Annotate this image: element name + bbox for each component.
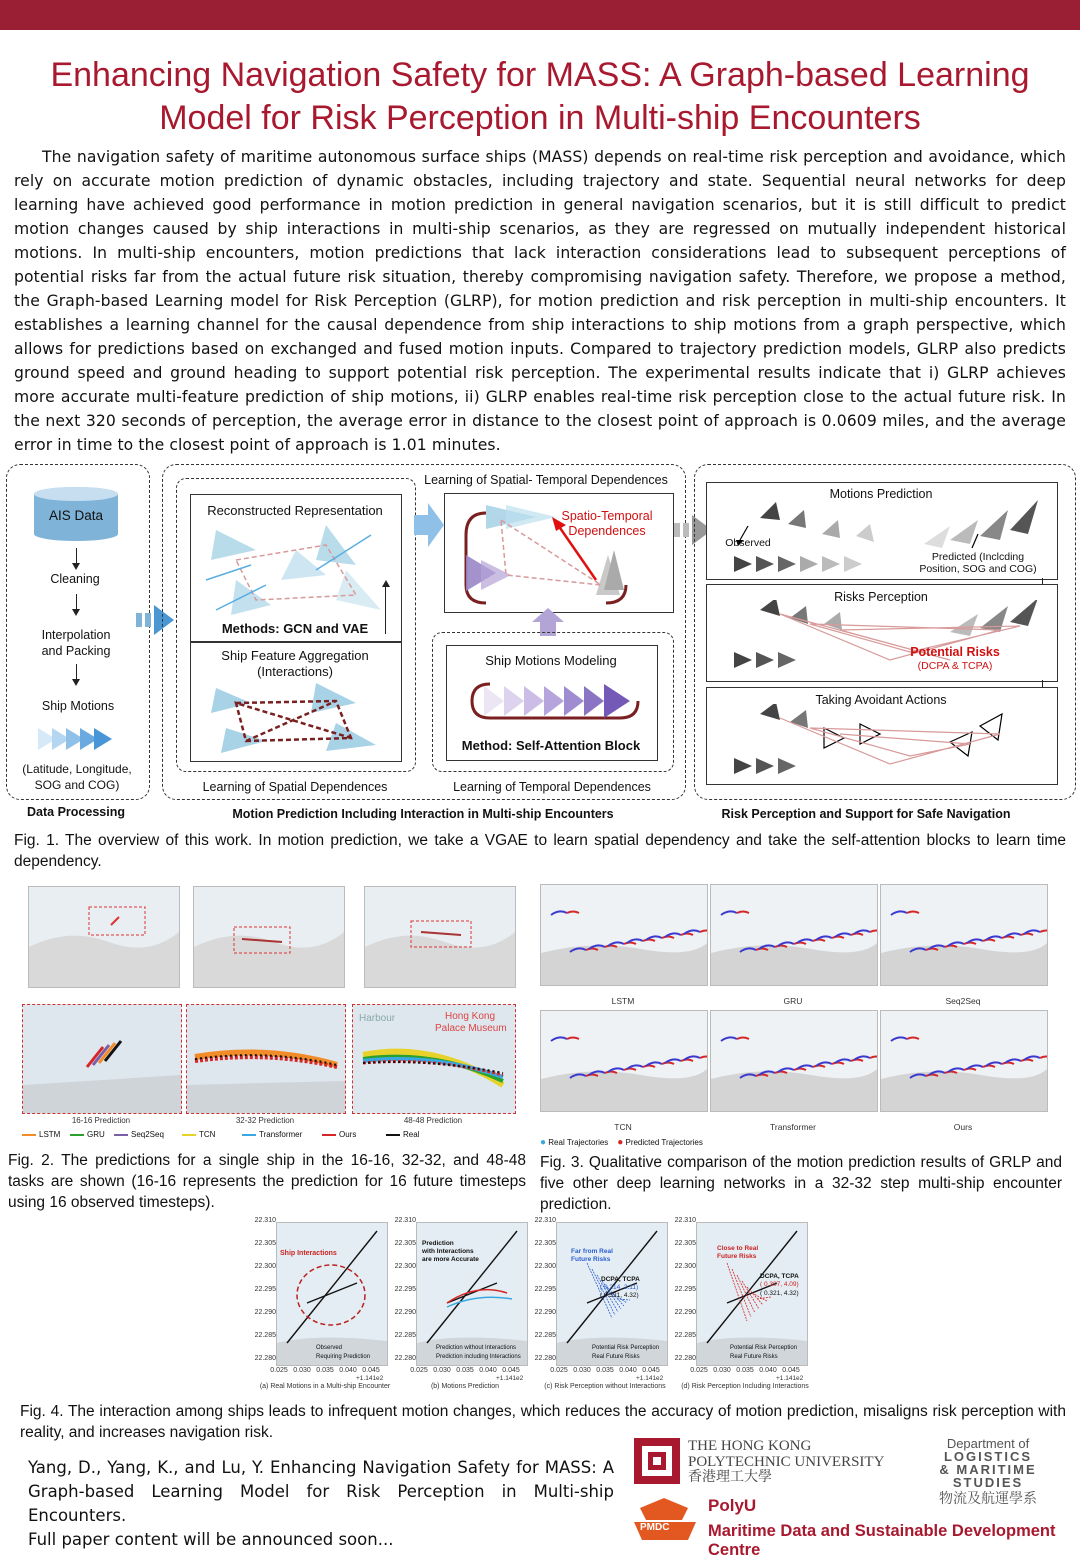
fig4-ytick: 22.310 bbox=[674, 1217, 696, 1224]
fig4-xtick: 0.040 bbox=[339, 1367, 357, 1374]
fig2-legend-item bbox=[70, 1130, 105, 1139]
spatio-temporal-label: Spatio-Temporal Dependences bbox=[561, 509, 653, 538]
fig4-panel-label: (c) Risk Perception without Interactions bbox=[544, 1383, 666, 1390]
fig4-ytick: 22.295 bbox=[394, 1286, 416, 1293]
title-line-2: Model for Risk Perception in Multi-ship Encounters bbox=[159, 99, 921, 137]
top-banner bbox=[0, 0, 1080, 30]
legend-label: LSTM bbox=[39, 1130, 61, 1139]
fig4-annotation: Real Future Risks bbox=[730, 1354, 778, 1360]
fig4-panel-label: (a) Real Motions in a Multi-ship Encounter bbox=[259, 1383, 391, 1390]
abstract: The navigation safety of maritime autonomous surface ships (MASS) depends on real-time risk perception and avoidance, which rely on accurate motion prediction of dynamic obstacles, including trajectory and state. Sequential neural networks for deep learning have achieved good performance in motion prediction in general navigation scenarios, but it is still difficult to predict motion changes caused by ship interactions in multi-ship scenarios, as they are regressed on mutually independent historical motions. In multi-ship encounters, motion predictions that lack interaction considerations lead to subsequent perceptions of potential risks far from the actual future risk situation, thereby compromising navigation safety. Therefore, we propose a method, the Graph-based Learning model for Risk Perception (GLRP), for motion prediction and risk perception in multi-ship encounters. It establishes a learning channel for the causal dependence from ship interactions to ship motions from a graph perspective, which allows for predictions based on exchanged and fused motion inputs. Compared to trajectory prediction models, GLRP also predicts ground speed and ground heading to support potential risk perception. The experimental results indicate that i) GLRP achieves more accurate multi-feature prediction of ship motions, ii) GLRP enables real-time risk perception close to the actual future risk. In the next 320 seconds of perception, the average error in distance to the closest point of approach is 0.0609 miles, and the average error in time to the closest point of approach is 1.01 minutes. bbox=[14, 148, 1066, 454]
fig3-panel bbox=[710, 1010, 878, 1112]
fig3-panel-label: Ours bbox=[953, 1122, 973, 1132]
legend-swatch bbox=[70, 1134, 84, 1136]
fig2-zoom-32 bbox=[186, 1004, 346, 1114]
fig4-annotation: Potential Risk Perception bbox=[730, 1345, 798, 1351]
fig4-xtick: 0.045 bbox=[782, 1367, 800, 1374]
flow-arrow-icon bbox=[414, 500, 444, 550]
dcpa-tcpa-label: (DCPA & TCPA) bbox=[917, 660, 993, 672]
fig4-annotation: Potential Risk Perception bbox=[592, 1345, 660, 1351]
fig3-panel bbox=[880, 884, 1048, 986]
legend-swatch bbox=[322, 1134, 336, 1136]
fig4-annotation: Future Risks bbox=[717, 1253, 757, 1260]
fig4-annotation: Far from Real bbox=[571, 1248, 613, 1255]
fig4-xtick: 0.025 bbox=[690, 1367, 708, 1374]
self-attention-icon bbox=[470, 676, 640, 726]
aggregation-graph-icon bbox=[196, 683, 392, 755]
fig4-ytick: 22.305 bbox=[394, 1240, 416, 1247]
title-line-1: Enhancing Navigation Safety for MASS: A Graph-based Learning bbox=[50, 56, 1030, 94]
fig4-ytick: 22.305 bbox=[534, 1240, 556, 1247]
fig4-xtick: 0.035 bbox=[316, 1367, 334, 1374]
centre-name: Maritime Data and Sustainable Development Centre bbox=[708, 1522, 1056, 1559]
predicted-label: Predicted (Inclcding Position, SOG and COG) bbox=[919, 551, 1037, 575]
reconstructed-graph-icon bbox=[196, 520, 392, 620]
observed-label: Observed bbox=[725, 537, 771, 549]
fig3-legend-real: Real Trajectories bbox=[548, 1138, 609, 1147]
fig4-annotation: Future Risks bbox=[571, 1256, 611, 1263]
fig4-xtick: 0.040 bbox=[479, 1367, 497, 1374]
fig4-xscale: +1.141e2 bbox=[496, 1375, 524, 1382]
reference-text: Yang, D., Yang, K., and Lu, Y. Enhancing Navigation Safety for MASS: A Graph-based Learning Model for Risk Perception in Multi-ship Encounters. bbox=[28, 1458, 614, 1525]
fig2-legend-item bbox=[386, 1130, 419, 1139]
legend-swatch bbox=[114, 1134, 128, 1136]
motion-prediction-title: Motion Prediction Including Interaction in Multi-ship Encounters bbox=[232, 807, 614, 821]
fig4-ytick: 22.290 bbox=[394, 1309, 416, 1316]
fig4-xtick: 0.030 bbox=[293, 1367, 311, 1374]
fig3-panel bbox=[880, 1010, 1048, 1112]
avoidant-actions-label: Taking Avoidant Actions bbox=[815, 693, 947, 707]
spatial-temporal-title: Learning of Spatial- Temporal Dependences bbox=[424, 473, 668, 487]
motions-prediction-label: Motions Prediction bbox=[829, 487, 933, 501]
fig4-ytick: 22.310 bbox=[394, 1217, 416, 1224]
fig4-ytick: 22.280 bbox=[674, 1355, 696, 1362]
fig4-ytick: 22.285 bbox=[394, 1332, 416, 1339]
fig4-ytick: 22.300 bbox=[674, 1263, 696, 1270]
legend-label: Ours bbox=[339, 1130, 357, 1139]
figure-3-caption: Fig. 3. Qualitative comparison of the motion prediction results of GRLP and five other deep learning networks in a 32-32 step multi-ship encounter prediction. bbox=[540, 1154, 1062, 1213]
fig4-ytick: 22.300 bbox=[254, 1263, 276, 1270]
fig4-xtick: 0.035 bbox=[456, 1367, 474, 1374]
cleaning-label: Cleaning bbox=[50, 572, 100, 586]
fig4-ytick: 22.300 bbox=[394, 1263, 416, 1270]
polyu-short: PolyU bbox=[708, 1496, 757, 1515]
risk-perception-title: Risk Perception and Support for Safe Navigation bbox=[721, 807, 1011, 821]
data-processing-title: Data Processing bbox=[27, 805, 125, 819]
fig4-annotation: Prediction bbox=[422, 1240, 454, 1247]
fig4-annotation: ( 0.321, 4.32) bbox=[760, 1290, 799, 1297]
figure-4-caption: Fig. 4. The interaction among ships leads to infrequent motion changes, which reduces the accuracy of motion prediction, misaligns risk perception with reality, and increases navigation risk. bbox=[20, 1403, 1066, 1441]
fig4-ytick: 22.280 bbox=[254, 1355, 276, 1362]
fig4-xtick: 0.030 bbox=[573, 1367, 591, 1374]
fig4-annotation: ( 0.214, 2.11) bbox=[600, 1284, 639, 1291]
fig4-annotation: Observed bbox=[316, 1345, 343, 1351]
fig4-ytick: 22.285 bbox=[674, 1332, 696, 1339]
fig4-annotation: Close to Real bbox=[717, 1245, 759, 1252]
fig4-xtick: 0.025 bbox=[270, 1367, 288, 1374]
fig4-ytick: 22.305 bbox=[254, 1240, 276, 1247]
legend-swatch bbox=[386, 1134, 400, 1136]
fig4-ytick: 22.280 bbox=[534, 1355, 556, 1362]
fig4-ytick: 22.295 bbox=[674, 1286, 696, 1293]
reconstructed-label: Reconstructed Representation bbox=[207, 503, 383, 518]
legend-label: Seq2Seq bbox=[131, 1130, 164, 1139]
poster-title bbox=[10, 54, 1070, 140]
map-label-palace-museum: Palace Museum bbox=[435, 1023, 507, 1034]
arrow-down bbox=[76, 594, 77, 610]
potential-risks-label: Potential Risks bbox=[910, 645, 1000, 659]
legend-label: Transformer bbox=[259, 1130, 303, 1139]
fig3-panel-label: Seq2Seq bbox=[945, 996, 981, 1006]
fig3-panel-label: TCN bbox=[614, 1122, 632, 1132]
fig4-ytick: 22.285 bbox=[534, 1332, 556, 1339]
fig4-ytick: 22.310 bbox=[534, 1217, 556, 1224]
fig4-xscale: +1.141e2 bbox=[776, 1375, 804, 1382]
figure-2-caption: Fig. 2. The predictions for a single ship in the 16-16, 32-32, and 48-48 tasks are shown (16-16 represents the prediction for 16 future timesteps using 16 observed timesteps). bbox=[8, 1152, 526, 1211]
fig3-legend: ● Real Trajectories ● Predicted Trajectories bbox=[540, 1137, 703, 1148]
fig4-xtick: 0.035 bbox=[596, 1367, 614, 1374]
fig2-map-32 bbox=[193, 886, 345, 988]
fig4-xtick: 0.040 bbox=[619, 1367, 637, 1374]
legend-label: GRU bbox=[87, 1130, 105, 1139]
fig2-legend-item bbox=[22, 1130, 60, 1139]
fig4-ytick: 22.290 bbox=[674, 1309, 696, 1316]
ship-motions-modeling-label: Ship Motions Modeling bbox=[485, 653, 617, 668]
fig4-ytick: 22.290 bbox=[534, 1309, 556, 1316]
fig4-xtick: 0.025 bbox=[550, 1367, 568, 1374]
polyu-name: THE HONG KONG POLYTECHNIC UNIVERSITY 香港理工大學 bbox=[688, 1438, 885, 1485]
figure-1-caption: Fig. 1. The overview of this work. In motion prediction, we take a VGAE to learn spatial dependency and take the self-attention blocks to learn time dependency. bbox=[14, 832, 1066, 870]
avoidant-actions-icon bbox=[710, 704, 1054, 780]
arrow-down bbox=[76, 664, 77, 680]
legend-swatch bbox=[22, 1134, 36, 1136]
pmdc-label: PMDC bbox=[640, 1522, 670, 1533]
fig4-ytick: 22.285 bbox=[254, 1332, 276, 1339]
fig4-xscale: +1.141e2 bbox=[636, 1375, 664, 1382]
arrow-down bbox=[76, 548, 77, 564]
temporal-label: Learning of Temporal Dependences bbox=[453, 780, 651, 794]
fig3-panel-label: Transformer bbox=[770, 1122, 816, 1132]
fig4-annotation: are more Accurate bbox=[422, 1256, 479, 1263]
map-label-hong-kong: Hong Kong bbox=[445, 1011, 496, 1022]
fig4-xtick: 0.030 bbox=[713, 1367, 731, 1374]
fig4-annotation: Ship Interactions bbox=[280, 1250, 337, 1257]
fig4-ytick: 22.280 bbox=[394, 1355, 416, 1362]
fig2-legend-item bbox=[114, 1130, 164, 1139]
fig4-annotation: ( 0.321, 4.32) bbox=[600, 1292, 639, 1299]
legend-swatch bbox=[242, 1134, 256, 1136]
fig4-annotation: Requiring Prediction bbox=[316, 1354, 371, 1360]
method-sa-label: Method: Self-Attention Block bbox=[461, 738, 641, 753]
fig2-zoom-16 bbox=[22, 1004, 182, 1114]
fig2-legend-item bbox=[242, 1130, 302, 1139]
fig4-annotation: Prediction including Interactions bbox=[436, 1354, 521, 1360]
fig2-panel-label-16: 16-16 Prediction bbox=[71, 1116, 131, 1125]
methods-gcn-label: Methods: GCN and VAE bbox=[221, 621, 369, 636]
fig4-xtick: 0.030 bbox=[433, 1367, 451, 1374]
fig3-panel bbox=[540, 884, 708, 986]
fig2-panel-label-32: 32-32 Prediction bbox=[235, 1116, 295, 1125]
fig2-map-16 bbox=[28, 886, 180, 988]
fig4-annotation: with Interactions bbox=[422, 1248, 474, 1255]
arrow-up bbox=[385, 586, 386, 634]
legend-label: TCN bbox=[199, 1130, 216, 1139]
fig4-annotation: Prediction without Interactions bbox=[436, 1345, 517, 1351]
fig4-panel-label: (b) Motions Prediction bbox=[430, 1383, 500, 1390]
fig2-legend-item bbox=[322, 1130, 356, 1139]
fig4-xtick: 0.045 bbox=[362, 1367, 380, 1374]
fig3-panel-label: GRU bbox=[783, 996, 803, 1006]
fig4-ytick: 22.300 bbox=[534, 1263, 556, 1270]
map-label-harbour: Harbour bbox=[359, 1013, 396, 1024]
fig4-ytick: 22.295 bbox=[254, 1286, 276, 1293]
features-label: (Latitude, Longitude, SOG and COG) bbox=[22, 762, 132, 792]
fig2-legend bbox=[22, 1130, 522, 1142]
dept-logo: Department of LOGISTICS & MARITIME STUDIES 物流及航運學系 bbox=[939, 1436, 1037, 1506]
legend-label: Real bbox=[403, 1130, 420, 1139]
fig3-panel bbox=[540, 1010, 708, 1112]
fig4-panel-label: (d) Risk Perception Including Interactions bbox=[681, 1383, 809, 1390]
interpolation-label: Interpolation and Packing bbox=[41, 628, 111, 658]
ais-data-label: AIS Data bbox=[48, 508, 104, 523]
aggregation-label: Ship Feature Aggregation (Interactions) bbox=[221, 648, 369, 679]
fig2-map-48 bbox=[364, 886, 516, 988]
fig4-annotation: DCPA, TCPA bbox=[601, 1276, 640, 1283]
reference bbox=[28, 1456, 614, 1552]
fig4-annotation: ( 0.307, 4.09) bbox=[760, 1281, 799, 1288]
fig3-panel bbox=[710, 884, 878, 986]
fig2-zoom-48 bbox=[352, 1004, 516, 1114]
fig4-ytick: 22.295 bbox=[534, 1286, 556, 1293]
legend-swatch bbox=[182, 1134, 196, 1136]
fig3-legend-pred: Predicted Trajectories bbox=[625, 1138, 703, 1147]
fig4-xtick: 0.045 bbox=[642, 1367, 660, 1374]
fig2-panel-label-48: 48-48 Prediction bbox=[403, 1116, 463, 1125]
fig4-annotation: Real Future Risks bbox=[592, 1354, 640, 1360]
spatial-label: Learning of Spatial Dependences bbox=[202, 780, 388, 794]
fig4-xtick: 0.040 bbox=[759, 1367, 777, 1374]
fig4-xscale: +1.141e2 bbox=[356, 1375, 384, 1382]
fig4-xtick: 0.045 bbox=[502, 1367, 520, 1374]
risks-perception-label: Risks Perception bbox=[834, 590, 928, 604]
fig4-xtick: 0.035 bbox=[736, 1367, 754, 1374]
fig4-ytick: 22.290 bbox=[254, 1309, 276, 1316]
fig4-ytick: 22.305 bbox=[674, 1240, 696, 1247]
fig3-panel-label: LSTM bbox=[611, 996, 635, 1006]
fig4-annotation: DCPA, TCPA bbox=[760, 1273, 799, 1280]
polyu-logo-icon bbox=[632, 1436, 682, 1486]
fig4-xtick: 0.025 bbox=[410, 1367, 428, 1374]
ship-motion-icon bbox=[38, 724, 118, 754]
ship-motions-label: Ship Motions bbox=[41, 699, 115, 713]
fig4-ytick: 22.310 bbox=[254, 1217, 276, 1224]
fig2-legend-item bbox=[182, 1130, 215, 1139]
full-paper-note: Full paper content will be announced soon... bbox=[28, 1530, 394, 1549]
